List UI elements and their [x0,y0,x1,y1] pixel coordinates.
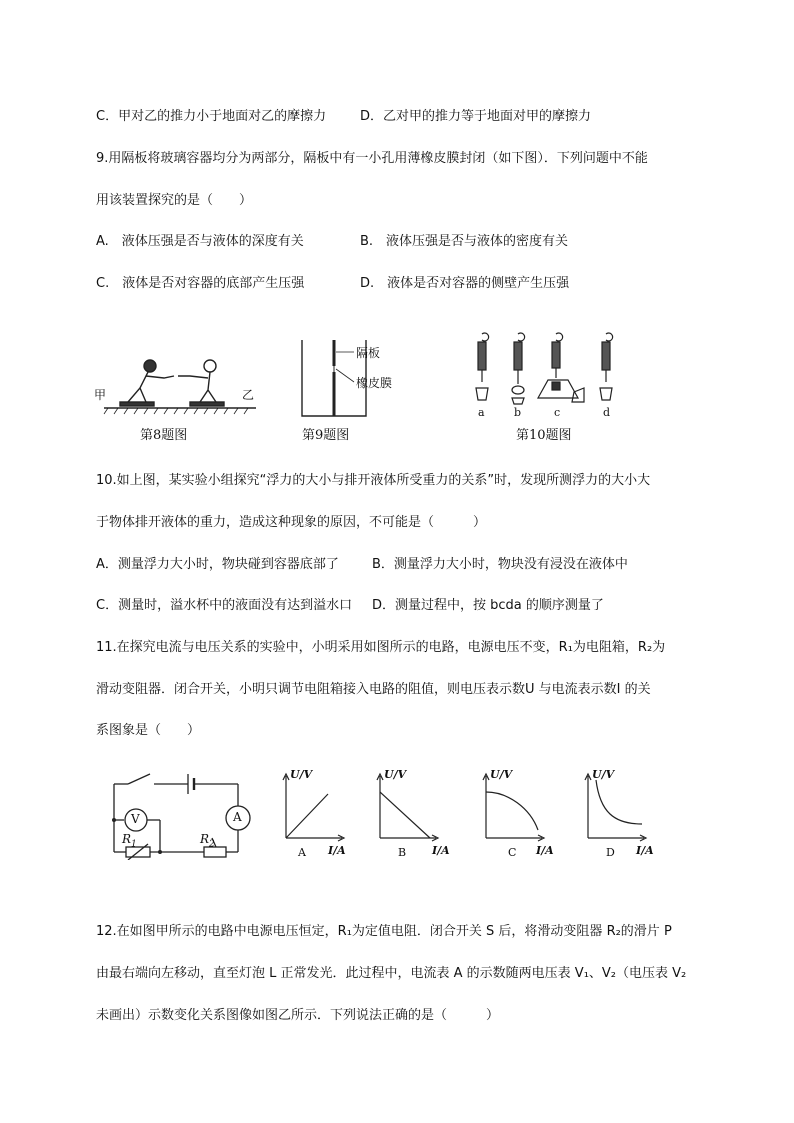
q9-option-c: C. 液体是否对容器的底部产生压强 [96,276,305,291]
q11-graph-b-option: B [398,846,407,859]
q9-stem-line1: 9.用隔板将玻璃容器均分为两部分，隔板中有一小孔用薄橡皮膜封闭（如下图）．下列问题中不能 [96,151,648,166]
q11-graph-d-ylabel: U/V [592,768,615,781]
q11-graph-b-xlabel: I/A [432,844,450,857]
q12-stem-line2: 由最右端向左移动，直至灯泡 L 正常发光．此过程中，电流表 A 的示数随两电压表 V₁、V₂（电压表 V₂ [96,966,687,981]
figure-8-pushing-people [94,352,260,422]
q11-stem-line1: 11.在探究电流与电压关系的实验中，小明采用如图所示的电路，电源电压不变，R₁为电阻箱，R₂为 [96,640,666,655]
figure-10-spring-scales [468,332,628,422]
q9-option-a: A. 液体压强是否与液体的深度有关 [96,234,304,249]
q9-stem-line2: 用该装置探究的是（ ） [96,193,253,208]
q11-graph-d-option: D [606,846,615,859]
q11-graph-c-xlabel: I/A [536,844,554,857]
figure-10-label-d: d [603,406,611,419]
figure-9-label-membrane: 橡皮膜 [356,376,393,390]
figure-8-caption: 第8题图 [140,428,188,443]
q11-graph-a [282,768,362,860]
q11-graph-c-ylabel: U/V [490,768,513,781]
q12-stem-line1: 12.在如图甲所示的电路中电源电压恒定，R₁为定值电阻．闭合开关 S 后，将滑动变阻器 R₂的滑片 P [96,924,672,939]
figure-10-label-a: a [478,406,485,419]
figure-8-label-yi: 乙 [242,388,255,402]
q12-stem-line3: 未画出）示数变化关系图像如图乙所示．下列说法正确的是（ ） [96,1008,500,1023]
q11-graph-c-option: C [508,846,517,859]
q8-option-c: C．甲对乙的推力小于地面对乙的摩擦力 [96,109,327,124]
q9-option-d: D. 液体是否对容器的侧壁产生压强 [360,276,570,291]
q11-circuit-diagram [100,768,260,860]
q11-voltmeter-label: V [131,812,140,826]
figure-8-label-jia: 甲 [94,388,107,402]
q10-stem-line1: 10.如上图，某实验小组探究“浮力的大小与排开液体所受重力的关系”时，发现所测浮力的大小大 [96,473,651,488]
q10-option-a: A．测量浮力大小时，物块碰到容器底部了 [96,557,339,572]
figure-10-label-b: b [514,406,522,419]
q11-graph-d [584,768,664,860]
q11-graph-a-option: A [298,846,306,859]
q9-option-b: B. 液体压强是否与液体的密度有关 [360,234,569,249]
q10-option-b: B．测量浮力大小时，物块没有浸没在液体中 [372,557,628,572]
q11-r1-label: $R_1$ [122,832,137,850]
q11-graph-a-ylabel: U/V [290,768,313,781]
figure-9-label-partition: 隔板 [356,346,381,360]
figure-10-label-c: c [554,406,561,419]
q11-r2-label: $R_2$ [200,832,215,850]
q8-option-d: D．乙对甲的推力等于地面对甲的摩擦力 [360,109,592,124]
q11-stem-line3: 系图象是（ ） [96,723,201,738]
q10-stem-line2: 于物体排开液体的重力，造成这种现象的原因，不可能是（ ） [96,515,487,530]
figure-10-caption: 第10题图 [516,428,572,443]
q10-option-c: C．测量时，溢水杯中的液面没有达到溢水口 [96,598,353,613]
q11-graph-d-xlabel: I/A [636,844,654,857]
figure-9-caption: 第9题图 [302,428,350,443]
q11-graph-b-ylabel: U/V [384,768,407,781]
q11-graph-b [376,768,456,860]
q11-graph-c [482,768,562,860]
q11-stem-line2: 滑动变阻器．闭合开关，小明只调节电阻箱接入电路的阻值，则电压表示数U 与电流表示数I 的关 [96,682,651,697]
q11-graph-a-xlabel: I/A [328,844,346,857]
figure-9-container [296,336,416,420]
q11-ammeter-label: A [233,810,242,824]
q10-option-d: D．测量过程中，按 bcda 的顺序测量了 [372,598,604,613]
